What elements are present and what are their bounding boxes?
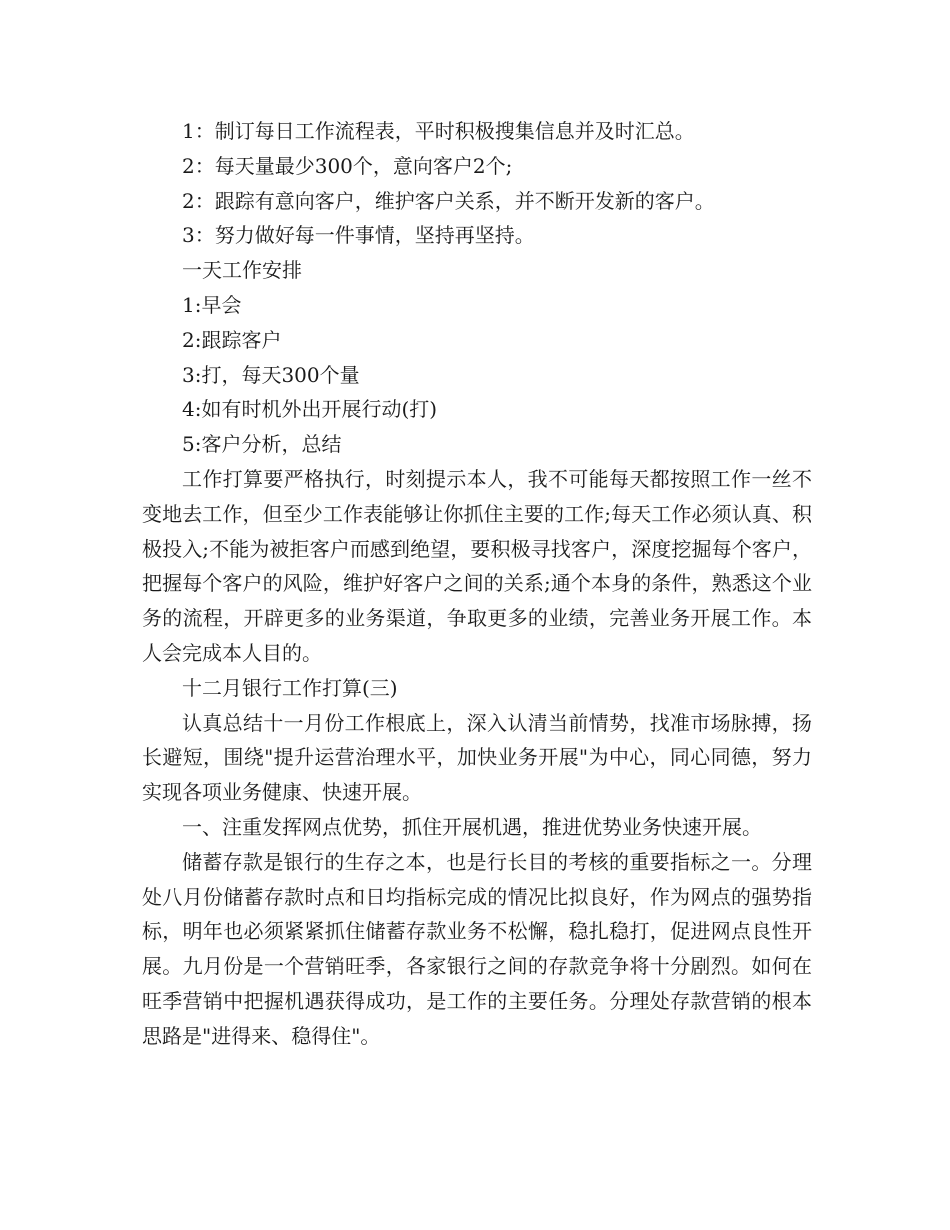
paragraph-4: 3：努力做好每一件事情，坚持再坚持。: [182, 223, 535, 248]
schedule-item-3: 3:打，每天300个量: [182, 362, 360, 387]
schedule-item-5: 5:客户分析，总结: [182, 432, 342, 457]
section-heading-part-one: 一、注重发挥网点优势，抓住开展机遇，推进优势业务快速开展。: [182, 814, 762, 839]
schedule-item-4: 4:如有时机外出开展行动(打): [182, 397, 438, 422]
paragraph-plan-execution: 工作打算要严格执行，时刻提示本人，我不可能每天都按照工作一丝不变地去工作，但至少工作表能够让你抓住主要的工作;每天工作必须认真、积极投入;不能为被拒客户而感到绝望，要积极寻找客户，深度挖掘每个客户，把握每个客户的风险，维护好客户之间的关系;通个本身的条件，熟悉这个业务的流程，开辟更多的业务渠道，争取更多的业绩，完善业务开展工作。本人会完成本人目的。: [142, 466, 812, 665]
section-heading-daily-schedule: 一天工作安排: [182, 258, 302, 283]
paragraph-savings-deposits: 储蓄存款是银行的生存之本，也是行长目的考核的重要指标之一。分理处八月份储蓄存款时点和日均指标完成的情况比拟良好，作为网点的强势指标，明年也必须紧紧抓住储蓄存款业务不松懈，稳扎稳打，促进网点良性开展。九月份是一个营销旺季，各家银行之间的存款竞争将十分剧烈。如何在旺季营销中把握机遇获得成功，是工作的主要任务。分理处存款营销的根本思路是"进得来、稳得住"。: [142, 849, 812, 1048]
paragraph-1: 1：制订每日工作流程表，平时积极搜集信息并及时汇总。: [182, 119, 695, 143]
paragraph-3: 2：跟踪有意向客户，维护客户关系，并不断开发新的客户。: [182, 188, 715, 213]
schedule-item-2: 2:跟踪客户: [182, 327, 282, 352]
section-heading-december-plan: 十二月银行工作打算(三): [182, 675, 398, 700]
paragraph-summary: 认真总结十一月份工作根底上，深入认清当前情势，找准市场脉搏，扬长避短，围绕"提升运营治理水平，加快业务开展"为中心，同心同德，努力实现各项业务健康、快速开展。: [142, 710, 812, 805]
schedule-item-1: 1:早会: [182, 292, 242, 317]
paragraph-2: 2：每天量最少300个，意向客户2个;: [182, 153, 513, 178]
document-body: [142, 114, 812, 1054]
